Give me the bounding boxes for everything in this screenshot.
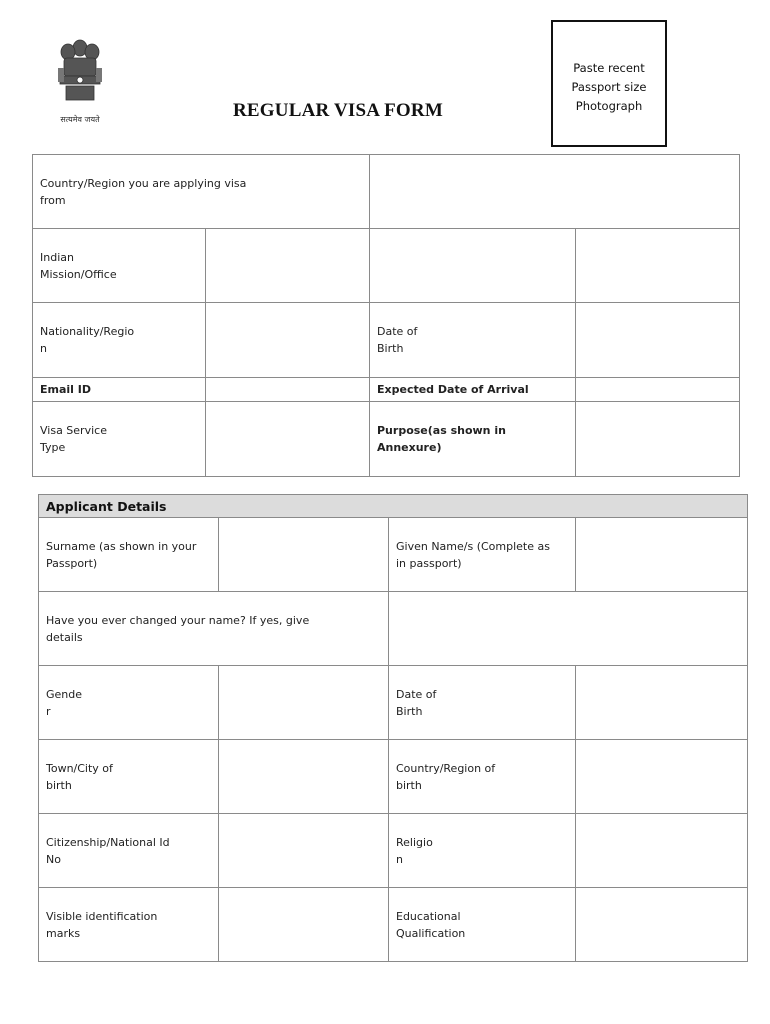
identification-marks-label: Visible identification marks	[39, 888, 219, 962]
table-row	[33, 402, 740, 477]
surname-field[interactable]	[219, 518, 389, 592]
table-row	[39, 666, 748, 740]
country-region-birth-field[interactable]	[576, 740, 748, 814]
visa-application-table	[32, 154, 740, 477]
country-region-field[interactable]	[370, 155, 740, 229]
religion-label: Religio n	[389, 814, 576, 888]
table-row	[39, 740, 748, 814]
country-region-label: Country/Region you are applying visa from	[33, 155, 370, 229]
expected-arrival-label: Expected Date of Arrival	[370, 378, 576, 402]
table-row	[39, 814, 748, 888]
changed-name-label: Have you ever changed your name? If yes, give details	[39, 592, 389, 666]
citizenship-id-field[interactable]	[219, 814, 389, 888]
surname-label: Surname (as shown in your Passport)	[39, 518, 219, 592]
date-of-birth-label: Date of Birth	[370, 303, 576, 378]
identification-marks-field[interactable]	[219, 888, 389, 962]
photo-instruction-line: Passport size	[571, 80, 647, 94]
indian-mission-field[interactable]	[206, 229, 370, 303]
indian-mission-field-2[interactable]	[370, 229, 576, 303]
form-title: REGULAR VISA FORM	[233, 100, 443, 121]
applicant-details-heading: Applicant Details	[39, 495, 748, 518]
visa-service-type-field[interactable]	[206, 402, 370, 477]
religion-field[interactable]	[576, 814, 748, 888]
country-region-birth-label: Country/Region of birth	[389, 740, 576, 814]
email-field[interactable]	[206, 378, 370, 402]
given-names-label: Given Name/s (Complete as in passport)	[389, 518, 576, 592]
purpose-label: Purpose(as shown in Annexure)	[370, 402, 576, 477]
nationality-field[interactable]	[206, 303, 370, 378]
applicant-details-table	[38, 494, 748, 962]
town-city-birth-label: Town/City of birth	[39, 740, 219, 814]
table-row	[39, 888, 748, 962]
indian-mission-field-3[interactable]	[576, 229, 740, 303]
nationality-label: Nationality/Regio n	[33, 303, 206, 378]
changed-name-field[interactable]	[389, 592, 748, 666]
photo-paste-box	[551, 20, 667, 147]
photo-instruction-line: Photograph	[575, 99, 643, 113]
gender-field[interactable]	[219, 666, 389, 740]
table-row	[33, 229, 740, 303]
gender-label: Gende r	[39, 666, 219, 740]
table-row	[33, 303, 740, 378]
emblem-motto: सत्यमेव जयते	[60, 115, 100, 124]
indian-mission-label: Indian Mission/Office	[33, 229, 206, 303]
date-of-birth-label: Date of Birth	[389, 666, 576, 740]
expected-arrival-field[interactable]	[576, 378, 740, 402]
purpose-field[interactable]	[576, 402, 740, 477]
given-names-field[interactable]	[576, 518, 748, 592]
visa-service-type-label: Visa Service Type	[33, 402, 206, 477]
date-of-birth-field[interactable]	[576, 303, 740, 378]
table-row	[33, 378, 740, 402]
table-row	[33, 155, 740, 229]
national-emblem	[40, 34, 120, 130]
table-row	[39, 518, 748, 592]
town-city-birth-field[interactable]	[219, 740, 389, 814]
emblem-icon	[46, 34, 114, 112]
citizenship-id-label: Citizenship/National Id No	[39, 814, 219, 888]
education-label: Educational Qualification	[389, 888, 576, 962]
table-row	[39, 592, 748, 666]
date-of-birth-field[interactable]	[576, 666, 748, 740]
table-header-row	[39, 495, 748, 518]
education-field[interactable]	[576, 888, 748, 962]
email-label: Email ID	[33, 378, 206, 402]
photo-instruction-line: Paste recent	[573, 61, 645, 75]
